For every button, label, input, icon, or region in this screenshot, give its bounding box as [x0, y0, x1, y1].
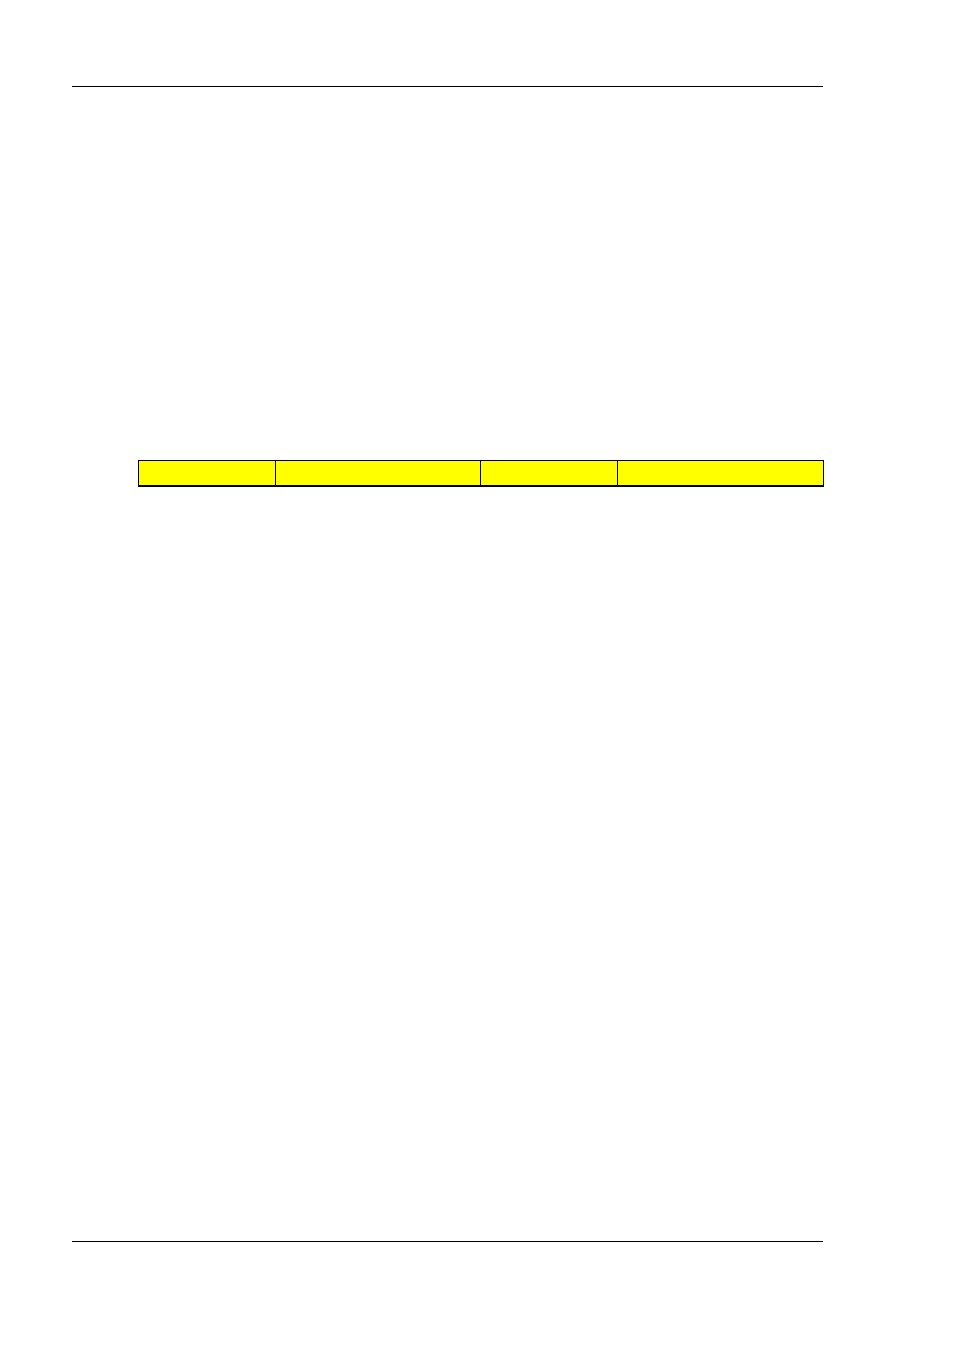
header-signal-name [618, 461, 824, 487]
table-header-row [139, 461, 824, 487]
header-pin [481, 461, 618, 487]
header-signal-name [276, 461, 481, 487]
pin-assignment-table [138, 460, 824, 487]
ide-connector-diagram [0, 0, 954, 380]
header-pin [139, 461, 276, 487]
footer-rule [72, 1241, 823, 1242]
